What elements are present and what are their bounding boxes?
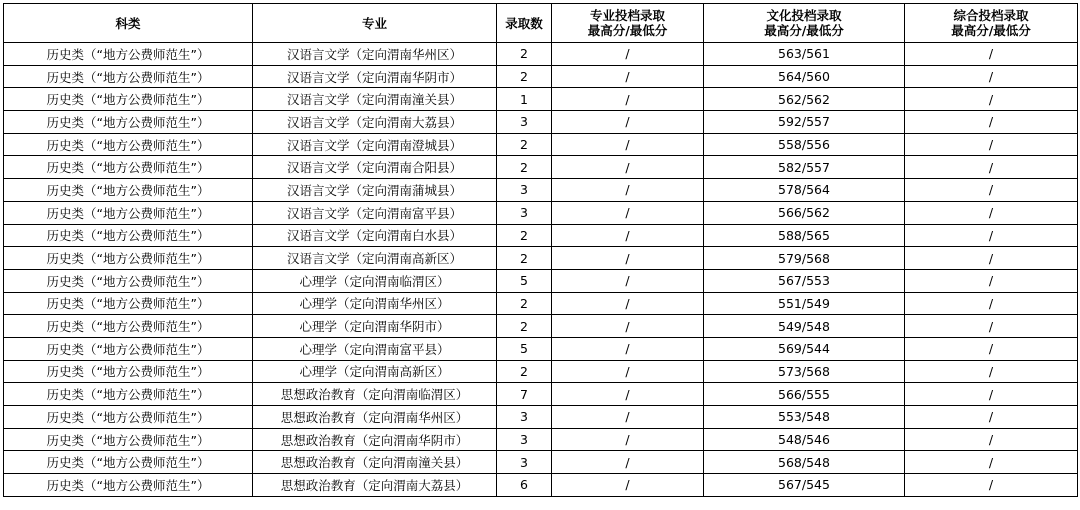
cell-admitted: 2 — [497, 156, 552, 179]
cell-category: 历史类（“地方公费师范生”） — [4, 43, 253, 66]
cell-admitted: 3 — [497, 406, 552, 429]
cell-admitted: 5 — [497, 337, 552, 360]
cell-professional: / — [552, 474, 704, 497]
cell-admitted: 3 — [497, 201, 552, 224]
cell-cultural: 569/544 — [704, 337, 905, 360]
cell-admitted: 2 — [497, 315, 552, 338]
cell-comprehensive: / — [905, 201, 1078, 224]
table-row — [4, 43, 1078, 66]
table-row — [4, 292, 1078, 315]
cell-professional: / — [552, 111, 704, 134]
cell-comprehensive: / — [905, 224, 1078, 247]
cell-admitted: 5 — [497, 269, 552, 292]
cell-category: 历史类（“地方公费师范生”） — [4, 383, 253, 406]
cell-category: 历史类（“地方公费师范生”） — [4, 224, 253, 247]
cell-major: 汉语言文学（定向渭南潼关县） — [253, 88, 497, 111]
cell-comprehensive: / — [905, 43, 1078, 66]
cell-category: 历史类（“地方公费师范生”） — [4, 315, 253, 338]
cell-category: 历史类（“地方公费师范生”） — [4, 88, 253, 111]
table-row — [4, 360, 1078, 383]
table-row — [4, 337, 1078, 360]
table-row — [4, 428, 1078, 451]
cell-category: 历史类（“地方公费师范生”） — [4, 360, 253, 383]
admission-table-container — [3, 3, 1077, 497]
cell-category: 历史类（“地方公费师范生”） — [4, 156, 253, 179]
cell-cultural: 573/568 — [704, 360, 905, 383]
cell-admitted: 2 — [497, 65, 552, 88]
cell-admitted: 1 — [497, 88, 552, 111]
cell-cultural: 567/545 — [704, 474, 905, 497]
table-row — [4, 179, 1078, 202]
cell-comprehensive: / — [905, 451, 1078, 474]
cell-comprehensive: / — [905, 292, 1078, 315]
table-row — [4, 383, 1078, 406]
table-body — [4, 43, 1078, 497]
cell-cultural: 568/548 — [704, 451, 905, 474]
cell-cultural: 579/568 — [704, 247, 905, 270]
cell-major: 心理学（定向渭南华阴市） — [253, 315, 497, 338]
table-row — [4, 201, 1078, 224]
cell-cultural: 582/557 — [704, 156, 905, 179]
cell-cultural: 564/560 — [704, 65, 905, 88]
cell-admitted: 3 — [497, 111, 552, 134]
cell-comprehensive: / — [905, 406, 1078, 429]
cell-major: 心理学（定向渭南临渭区） — [253, 269, 497, 292]
header-major: 专业 — [253, 4, 497, 43]
cell-cultural: 548/546 — [704, 428, 905, 451]
cell-comprehensive: / — [905, 474, 1078, 497]
cell-cultural: 566/555 — [704, 383, 905, 406]
cell-category: 历史类（“地方公费师范生”） — [4, 65, 253, 88]
cell-category: 历史类（“地方公费师范生”） — [4, 179, 253, 202]
cell-admitted: 2 — [497, 43, 552, 66]
cell-category: 历史类（“地方公费师范生”） — [4, 133, 253, 156]
cell-comprehensive: / — [905, 428, 1078, 451]
header-professional-line2: 最高分/最低分 — [587, 23, 668, 38]
cell-professional: / — [552, 156, 704, 179]
table-row — [4, 451, 1078, 474]
header-cultural-line2: 最高分/最低分 — [764, 23, 844, 38]
cell-comprehensive: / — [905, 65, 1078, 88]
cell-professional: / — [552, 337, 704, 360]
cell-major: 思想政治教育（定向渭南华阴市） — [253, 428, 497, 451]
table-row — [4, 133, 1078, 156]
table-row — [4, 474, 1078, 497]
cell-professional: / — [552, 179, 704, 202]
cell-category: 历史类（“地方公费师范生”） — [4, 474, 253, 497]
cell-major: 心理学（定向渭南高新区） — [253, 360, 497, 383]
cell-professional: / — [552, 224, 704, 247]
cell-professional: / — [552, 383, 704, 406]
cell-admitted: 2 — [497, 133, 552, 156]
table-row — [4, 247, 1078, 270]
header-category: 科类 — [4, 4, 253, 43]
header-admitted: 录取数 — [497, 4, 552, 43]
cell-category: 历史类（“地方公费师范生”） — [4, 337, 253, 360]
table-row — [4, 111, 1078, 134]
cell-major: 汉语言文学（定向渭南华阴市） — [253, 65, 497, 88]
cell-cultural: 558/556 — [704, 133, 905, 156]
table-row — [4, 224, 1078, 247]
cell-major: 心理学（定向渭南富平县） — [253, 337, 497, 360]
cell-professional: / — [552, 315, 704, 338]
cell-major: 思想政治教育（定向渭南华州区） — [253, 406, 497, 429]
cell-cultural: 592/557 — [704, 111, 905, 134]
cell-professional: / — [552, 201, 704, 224]
cell-category: 历史类（“地方公费师范生”） — [4, 406, 253, 429]
cell-professional: / — [552, 451, 704, 474]
cell-major: 思想政治教育（定向渭南临渭区） — [253, 383, 497, 406]
cell-professional: / — [552, 247, 704, 270]
cell-cultural: 567/553 — [704, 269, 905, 292]
cell-admitted: 3 — [497, 179, 552, 202]
cell-admitted: 3 — [497, 428, 552, 451]
cell-major: 汉语言文学（定向渭南蒲城县） — [253, 179, 497, 202]
header-professional-line1: 专业投档录取 — [589, 8, 665, 23]
cell-major: 思想政治教育（定向渭南潼关县） — [253, 451, 497, 474]
table-row — [4, 269, 1078, 292]
cell-category: 历史类（“地方公费师范生”） — [4, 428, 253, 451]
cell-comprehensive: / — [905, 269, 1078, 292]
cell-admitted: 3 — [497, 451, 552, 474]
cell-major: 汉语言文学（定向渭南大荔县） — [253, 111, 497, 134]
cell-cultural: 578/564 — [704, 179, 905, 202]
cell-major: 汉语言文学（定向渭南高新区） — [253, 247, 497, 270]
header-comprehensive-line2: 最高分/最低分 — [951, 23, 1031, 38]
cell-major: 汉语言文学（定向渭南华州区） — [253, 43, 497, 66]
cell-professional: / — [552, 133, 704, 156]
cell-category: 历史类（“地方公费师范生”） — [4, 111, 253, 134]
cell-category: 历史类（“地方公费师范生”） — [4, 292, 253, 315]
cell-cultural: 553/548 — [704, 406, 905, 429]
cell-major: 汉语言文学（定向渭南澄城县） — [253, 133, 497, 156]
cell-category: 历史类（“地方公费师范生”） — [4, 247, 253, 270]
cell-cultural: 563/561 — [704, 43, 905, 66]
header-comprehensive-line1: 综合投档录取 — [953, 8, 1029, 23]
cell-cultural: 551/549 — [704, 292, 905, 315]
cell-professional: / — [552, 406, 704, 429]
cell-major: 心理学（定向渭南华州区） — [253, 292, 497, 315]
cell-comprehensive: / — [905, 88, 1078, 111]
table-row — [4, 156, 1078, 179]
cell-admitted: 2 — [497, 292, 552, 315]
header-row — [4, 4, 1078, 43]
cell-admitted: 2 — [497, 247, 552, 270]
cell-comprehensive: / — [905, 337, 1078, 360]
cell-comprehensive: / — [905, 247, 1078, 270]
cell-admitted: 6 — [497, 474, 552, 497]
cell-comprehensive: / — [905, 360, 1078, 383]
table-row — [4, 88, 1078, 111]
cell-cultural: 562/562 — [704, 88, 905, 111]
cell-major: 汉语言文学（定向渭南富平县） — [253, 201, 497, 224]
cell-professional: / — [552, 65, 704, 88]
header-cultural-line1: 文化投档录取 — [766, 8, 842, 23]
cell-category: 历史类（“地方公费师范生”） — [4, 269, 253, 292]
cell-professional: / — [552, 269, 704, 292]
table-row — [4, 315, 1078, 338]
cell-comprehensive: / — [905, 156, 1078, 179]
cell-admitted: 2 — [497, 224, 552, 247]
cell-category: 历史类（“地方公费师范生”） — [4, 451, 253, 474]
cell-comprehensive: / — [905, 111, 1078, 134]
cell-admitted: 2 — [497, 360, 552, 383]
cell-professional: / — [552, 88, 704, 111]
header-professional — [552, 4, 704, 43]
cell-professional: / — [552, 428, 704, 451]
header-comprehensive — [905, 4, 1078, 43]
cell-comprehensive: / — [905, 133, 1078, 156]
cell-cultural: 588/565 — [704, 224, 905, 247]
cell-admitted: 7 — [497, 383, 552, 406]
cell-comprehensive: / — [905, 383, 1078, 406]
cell-professional: / — [552, 292, 704, 315]
table-row — [4, 65, 1078, 88]
cell-cultural: 549/548 — [704, 315, 905, 338]
cell-professional: / — [552, 43, 704, 66]
cell-comprehensive: / — [905, 179, 1078, 202]
cell-professional: / — [552, 360, 704, 383]
cell-comprehensive: / — [905, 315, 1078, 338]
table-row — [4, 406, 1078, 429]
cell-major: 思想政治教育（定向渭南大荔县） — [253, 474, 497, 497]
cell-cultural: 566/562 — [704, 201, 905, 224]
cell-category: 历史类（“地方公费师范生”） — [4, 201, 253, 224]
header-cultural — [704, 4, 905, 43]
cell-major: 汉语言文学（定向渭南合阳县） — [253, 156, 497, 179]
cell-major: 汉语言文学（定向渭南白水县） — [253, 224, 497, 247]
admission-table — [3, 3, 1078, 497]
